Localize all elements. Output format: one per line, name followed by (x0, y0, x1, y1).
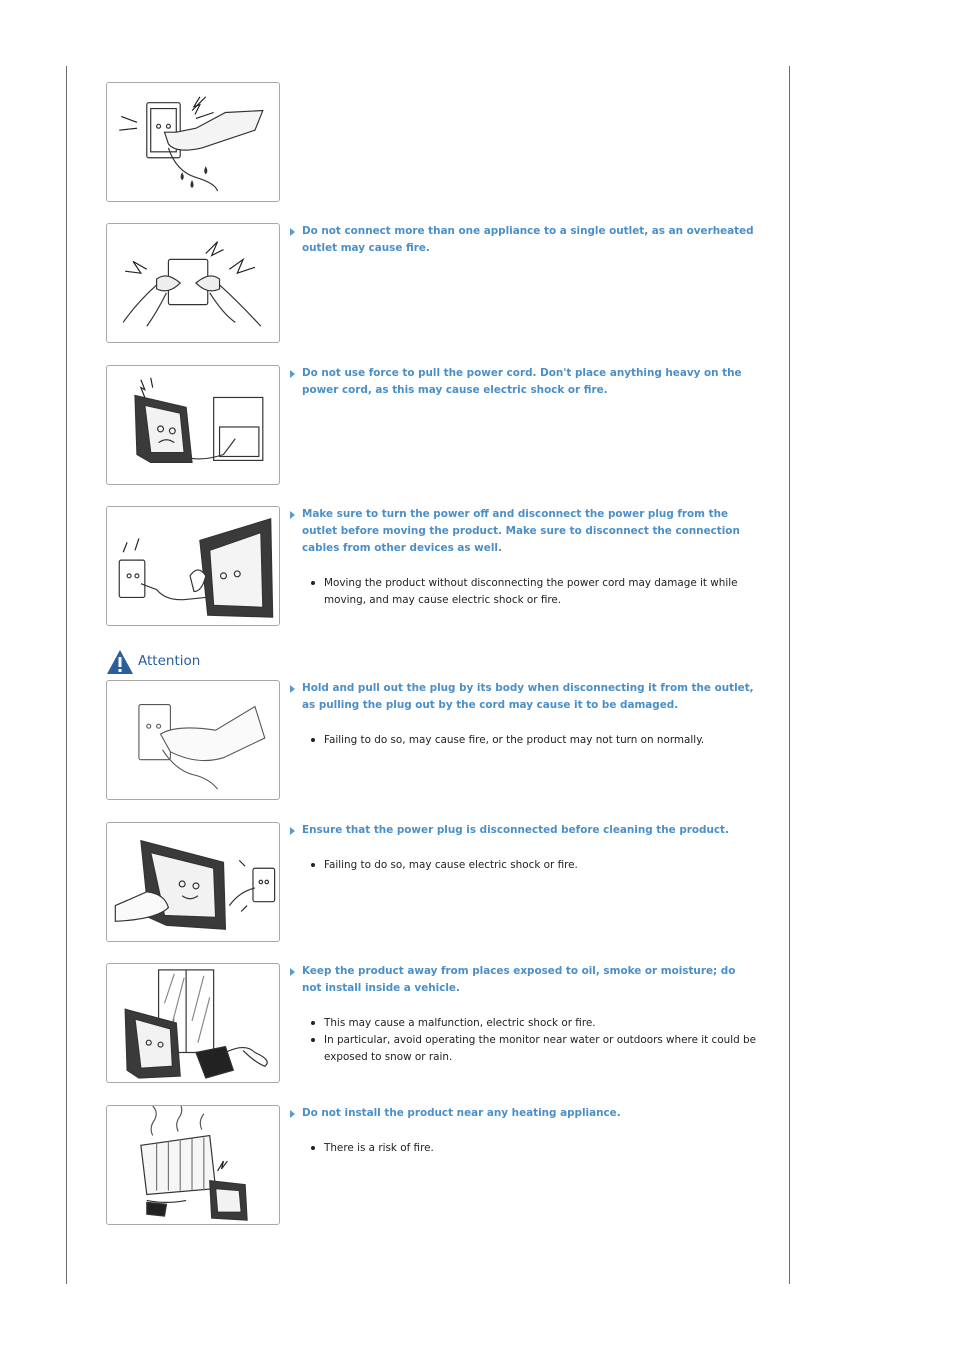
warning-triangle-icon (106, 648, 134, 676)
heading-text: Hold and pull out the plug by its body when disconnecting it from the outlet, as pulling the plug out by the cord may cause it to be damaged. (302, 682, 754, 711)
section-heading (288, 1105, 758, 1122)
arrow-bullet-icon (290, 370, 295, 378)
section-heading (288, 223, 758, 257)
arrow-bullet-icon (290, 511, 295, 519)
heater-proximity-illustration (106, 1105, 280, 1225)
heading-text: Keep the product away from places exposed to oil, smoke or moisture; do not install inside a vehicle. (302, 965, 736, 994)
section-text (288, 1105, 758, 1157)
section-text (288, 680, 758, 749)
section-text (288, 223, 758, 257)
pulled-cord-illustration (106, 365, 280, 485)
note-item: Moving the product without disconnecting the power cord may damage it while moving, and may cause electric shock or fire. (324, 575, 758, 609)
unplug-before-moving-illustration (106, 506, 280, 626)
section-heading (288, 680, 758, 714)
section-heading (288, 822, 758, 839)
overloaded-outlet-illustration (106, 223, 280, 343)
hold-plug-body-illustration (106, 680, 280, 800)
arrow-bullet-icon (290, 827, 295, 835)
note-item: Failing to do so, may cause electric shock or fire. (324, 857, 758, 874)
heading-text: Do not install the product near any heating appliance. (302, 1107, 621, 1119)
note-list (288, 732, 758, 749)
attention-header (106, 648, 246, 676)
right-margin-rule (789, 66, 790, 1284)
section-heading (288, 506, 758, 557)
note-item: This may cause a malfunction, electric shock or fire. (324, 1015, 758, 1032)
cleaning-product-illustration (106, 822, 280, 942)
arrow-bullet-icon (290, 685, 295, 693)
note-list (288, 575, 758, 609)
moisture-window-illustration (106, 963, 280, 1083)
section-text (288, 963, 758, 1066)
section-text (288, 822, 758, 874)
heading-text: Ensure that the power plug is disconnected before cleaning the product. (302, 824, 729, 836)
note-item: Failing to do so, may cause fire, or the product may not turn on normally. (324, 732, 758, 749)
arrow-bullet-icon (290, 1110, 295, 1118)
arrow-bullet-icon (290, 228, 295, 236)
note-list (288, 857, 758, 874)
section-text (288, 365, 758, 399)
note-item: There is a risk of fire. (324, 1140, 758, 1157)
attention-label: Attention (138, 653, 201, 669)
section-heading (288, 963, 758, 997)
note-item: In particular, avoid operating the monitor near water or outdoors where it could be exposed to snow or rain. (324, 1032, 758, 1066)
heading-text: Make sure to turn the power off and disconnect the power plug from the outlet before moving the product. Make sure to disconnect the connection cables from other devices as well. (302, 508, 740, 554)
section-text (288, 506, 758, 609)
arrow-bullet-icon (290, 968, 295, 976)
section-heading (288, 365, 758, 399)
wet-hand-plug-illustration (106, 82, 280, 202)
heading-text: Do not use force to pull the power cord. Don't place anything heavy on the power cord, as this may cause electric shock or fire. (302, 367, 742, 396)
note-list (288, 1015, 758, 1066)
note-list (288, 1140, 758, 1157)
heading-text: Do not connect more than one appliance to a single outlet, as an overheated outlet may cause fire. (302, 225, 754, 254)
left-margin-rule (66, 66, 67, 1284)
